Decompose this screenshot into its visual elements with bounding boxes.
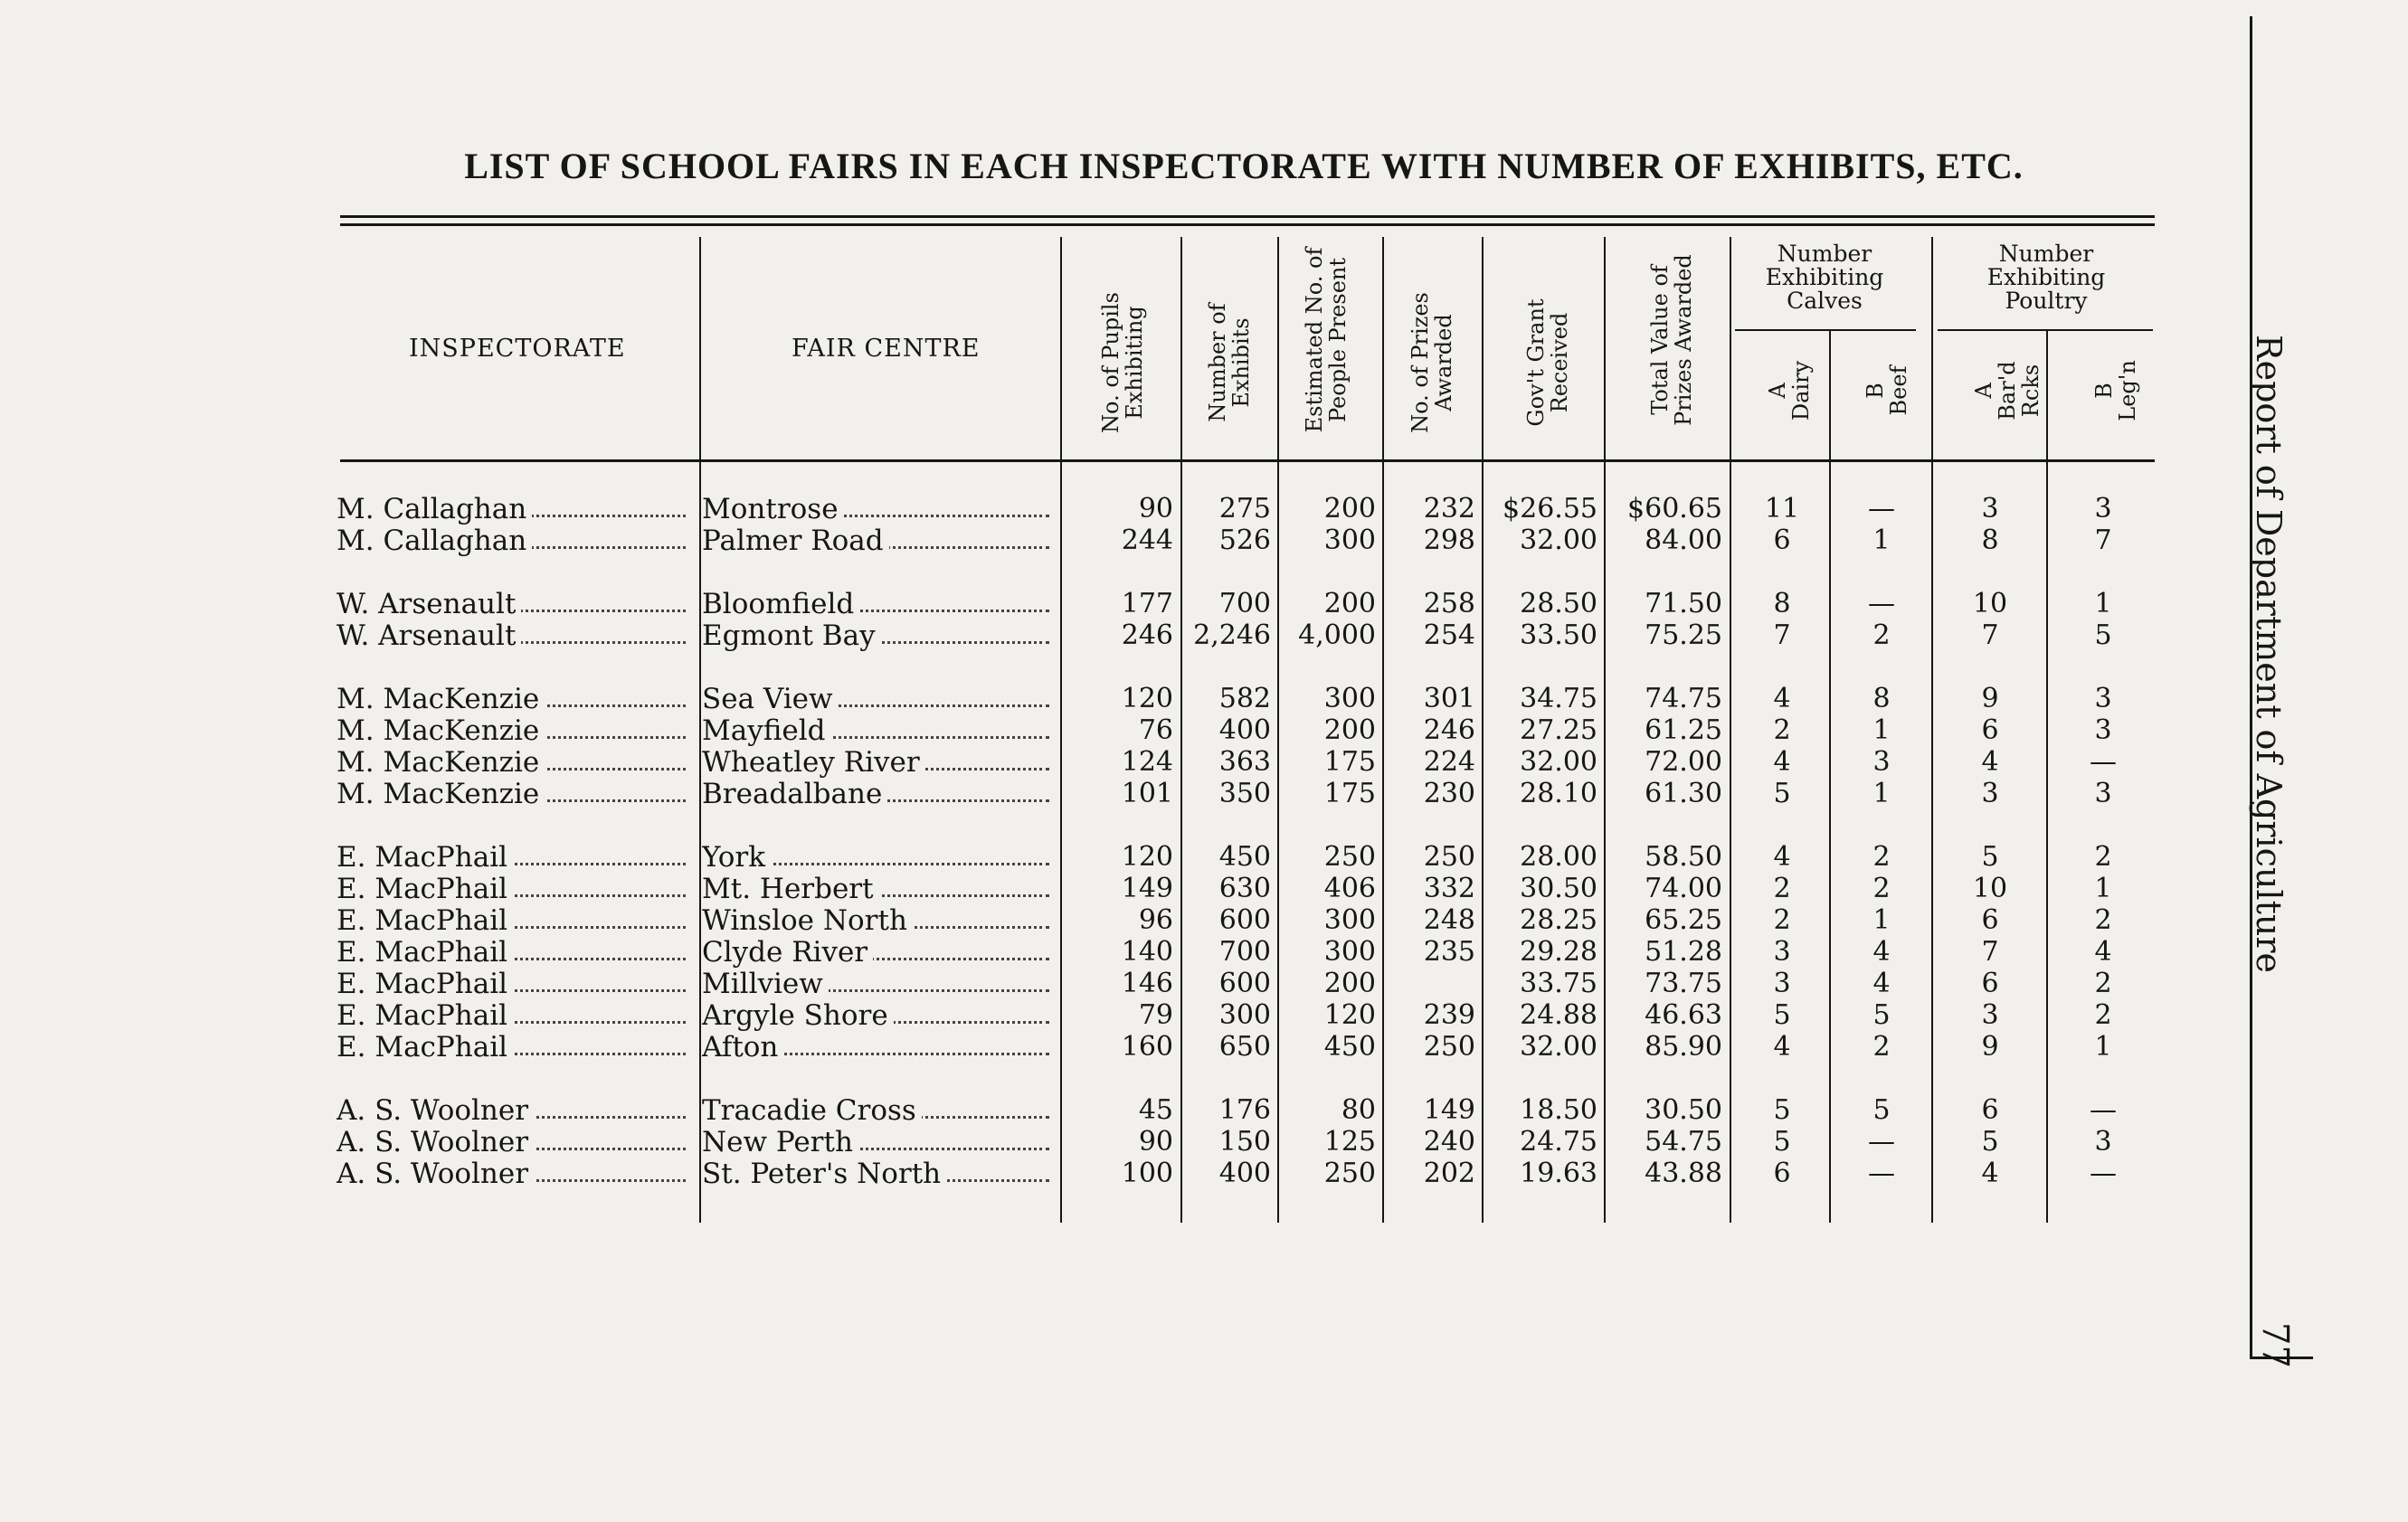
cell-pupils: 120 — [1121, 684, 1173, 714]
cell-exhibits: 300 — [1218, 1000, 1271, 1031]
cell-prizes: 232 — [1423, 494, 1475, 525]
cell-legn: 3 — [2094, 1127, 2112, 1158]
cell-inspectorate — [337, 1032, 686, 1063]
table-row — [0, 905, 2408, 936]
cell-value: $60.65 — [1627, 494, 1722, 525]
cell-grant: 33.50 — [1520, 620, 1597, 651]
cell-grant: 24.88 — [1520, 1000, 1597, 1031]
cell-prizes: 235 — [1423, 937, 1475, 968]
cell-exhibits: 363 — [1218, 747, 1271, 778]
cell-prizes: 254 — [1423, 620, 1475, 651]
cell-beef: — — [1868, 494, 1895, 525]
cell-dairy: 6 — [1773, 525, 1791, 556]
cell-dairy: 2 — [1773, 874, 1791, 904]
cell-pupils: 96 — [1138, 905, 1173, 936]
cell-pupils: 90 — [1138, 1127, 1173, 1158]
cell-exhibits: 350 — [1218, 779, 1271, 809]
cell-pupils: 160 — [1121, 1032, 1173, 1063]
cell-text: E. MacPhail — [337, 905, 513, 936]
cell-text: St. Peter's North — [702, 1158, 946, 1189]
cell-exhibits: 700 — [1218, 937, 1271, 968]
cell-prizes: 301 — [1423, 684, 1475, 714]
header-inspectorate: INSPECTORATE — [409, 335, 626, 363]
cell-legn: 3 — [2094, 779, 2112, 809]
cell-people: 200 — [1323, 589, 1376, 619]
cell-pupils: 177 — [1121, 589, 1173, 619]
cell-value: 54.75 — [1645, 1127, 1722, 1158]
cell-dairy: 2 — [1773, 715, 1791, 746]
cell-inspectorate — [337, 937, 686, 968]
cell-legn: 5 — [2094, 620, 2112, 651]
cell-legn: 4 — [2094, 937, 2112, 968]
header-leghorn: B Leg'n — [2091, 360, 2140, 421]
cell-text: Argyle Shore — [702, 1000, 894, 1031]
table-row — [0, 874, 2408, 904]
cell-prizes: 246 — [1423, 715, 1475, 746]
cell-legn: 2 — [2094, 1000, 2112, 1031]
cell-beef: 5 — [1872, 1000, 1891, 1031]
header-exhibits: Number of Exhibits — [1205, 303, 1254, 422]
cell-value: 58.50 — [1645, 842, 1722, 873]
cell-rocks: 6 — [1981, 715, 1999, 746]
cell-dairy: 3 — [1773, 969, 1791, 999]
cell-prizes: 239 — [1423, 1000, 1475, 1031]
header-barred-rocks: A Bar'd Rcks — [1971, 361, 2043, 421]
cell-legn: 1 — [2094, 874, 2112, 904]
cell-dairy: 5 — [1773, 1095, 1791, 1126]
cell-grant: $26.55 — [1503, 494, 1597, 525]
cell-people: 200 — [1323, 715, 1376, 746]
cell-dairy: 6 — [1773, 1158, 1791, 1189]
cell-text: W. Arsenault — [337, 620, 521, 651]
cell-text: M. MacKenzie — [337, 715, 545, 746]
cell-rocks: 6 — [1981, 905, 1999, 936]
cell-value: 74.00 — [1645, 874, 1722, 904]
cell-people: 125 — [1323, 1127, 1376, 1158]
cell-dairy: 4 — [1773, 842, 1791, 873]
cell-dairy: 4 — [1773, 684, 1791, 714]
cell-grant: 28.25 — [1520, 905, 1597, 936]
cell-value: 74.75 — [1645, 684, 1722, 714]
cell-value: 75.25 — [1645, 620, 1722, 651]
cell-people: 300 — [1323, 937, 1376, 968]
cell-dairy: 3 — [1773, 937, 1791, 968]
cell-grant: 18.50 — [1520, 1095, 1597, 1126]
cell-dairy: 5 — [1773, 1000, 1791, 1031]
cell-grant: 34.75 — [1520, 684, 1597, 714]
cell-pupils: 246 — [1121, 620, 1173, 651]
cell-text: E. MacPhail — [337, 1032, 513, 1063]
cell-inspectorate — [337, 779, 686, 809]
cell-fair — [702, 494, 1049, 525]
cell-text: Montrose — [702, 494, 844, 525]
page-title: LIST OF SCHOOL FAIRS IN EACH INSPECTORATE WITH NUMBER OF EXHIBITS, ETC. — [464, 146, 2024, 186]
calves-group-rule — [1735, 329, 1916, 331]
cell-legn: 7 — [2094, 525, 2112, 556]
cell-grant: 24.75 — [1520, 1127, 1597, 1158]
header-fair-centre: FAIR CENTRE — [792, 335, 981, 363]
cell-legn: 2 — [2094, 842, 2112, 873]
cell-legn: 3 — [2094, 715, 2112, 746]
poultry-group-rule — [1938, 329, 2153, 331]
cell-text: Mayfield — [702, 715, 831, 746]
cell-exhibits: 400 — [1218, 715, 1271, 746]
cell-text: M. MacKenzie — [337, 779, 545, 809]
cell-legn: 1 — [2094, 1032, 2112, 1063]
table-row — [0, 589, 2408, 619]
cell-pupils: 100 — [1121, 1158, 1173, 1189]
table-row — [0, 684, 2408, 714]
cell-exhibits: 150 — [1218, 1127, 1271, 1158]
cell-text: Sea View — [702, 684, 839, 714]
cell-inspectorate — [337, 1000, 686, 1031]
cell-fair — [702, 684, 1049, 714]
cell-text: Egmont Bay — [702, 620, 881, 651]
cell-text: M. MacKenzie — [337, 747, 545, 778]
cell-value: 43.88 — [1645, 1158, 1722, 1189]
cell-beef: 2 — [1872, 620, 1891, 651]
cell-fair — [702, 589, 1049, 619]
cell-rocks: 5 — [1981, 1127, 1999, 1158]
cell-dairy: 11 — [1764, 494, 1800, 525]
cell-prizes: 298 — [1423, 525, 1475, 556]
cell-people: 4,000 — [1298, 620, 1376, 651]
cell-people: 200 — [1323, 494, 1376, 525]
side-running-title: Report of Department of Agriculture — [2249, 335, 2289, 973]
cell-rocks: 6 — [1981, 969, 1999, 999]
cell-dairy: 4 — [1773, 1032, 1791, 1063]
table-row — [0, 969, 2408, 999]
cell-legn: 1 — [2094, 589, 2112, 619]
cell-people: 300 — [1323, 684, 1376, 714]
cell-fair — [702, 715, 1049, 746]
cell-inspectorate — [337, 747, 686, 778]
cell-text: Wheatley River — [702, 747, 925, 778]
cell-text: New Perth — [702, 1127, 858, 1158]
cell-legn: — — [2090, 1158, 2117, 1189]
header-govt-grant: Gov't Grant Received — [1523, 298, 1572, 427]
cell-value: 71.50 — [1645, 589, 1722, 619]
header-beef: B Beef — [1863, 365, 1911, 416]
top-double-rule-1 — [340, 215, 2155, 218]
cell-prizes: 149 — [1423, 1095, 1475, 1126]
cell-text: M. MacKenzie — [337, 684, 545, 714]
cell-pupils: 76 — [1138, 715, 1173, 746]
cell-text: Bloomfield — [702, 589, 859, 619]
cell-prizes: 240 — [1423, 1127, 1475, 1158]
cell-people: 300 — [1323, 525, 1376, 556]
cell-legn: 2 — [2094, 905, 2112, 936]
cell-legn: — — [2090, 747, 2117, 778]
cell-text: Clyde River — [702, 937, 873, 968]
cell-inspectorate — [337, 620, 686, 651]
cell-people: 200 — [1323, 969, 1376, 999]
cell-exhibits: 400 — [1218, 1158, 1271, 1189]
table-row — [0, 842, 2408, 873]
table-row — [0, 1000, 2408, 1031]
header-people-present: Estimated No. of People Present — [1302, 247, 1351, 433]
cell-exhibits: 600 — [1218, 969, 1271, 999]
cell-text: Winsloe North — [702, 905, 913, 936]
cell-fair — [702, 1032, 1049, 1063]
cell-fair — [702, 1000, 1049, 1031]
cell-text: A. S. Woolner — [337, 1127, 534, 1158]
cell-inspectorate — [337, 525, 686, 556]
top-double-rule-2 — [340, 223, 2155, 226]
table-row — [0, 747, 2408, 778]
cell-people: 300 — [1323, 905, 1376, 936]
cell-text: Afton — [702, 1032, 783, 1063]
cell-text: E. MacPhail — [337, 874, 513, 904]
cell-value: 85.90 — [1645, 1032, 1722, 1063]
cell-exhibits: 630 — [1218, 874, 1271, 904]
cell-prizes: 258 — [1423, 589, 1475, 619]
cell-dairy: 2 — [1773, 905, 1791, 936]
cell-value: 51.28 — [1645, 937, 1722, 968]
cell-fair — [702, 874, 1049, 904]
cell-beef: 1 — [1872, 779, 1891, 809]
cell-beef: 5 — [1872, 1095, 1891, 1126]
cell-fair — [702, 905, 1049, 936]
cell-rocks: 7 — [1981, 620, 1999, 651]
cell-grant: 29.28 — [1520, 937, 1597, 968]
cell-fair — [702, 1095, 1049, 1126]
table-row — [0, 779, 2408, 809]
cell-exhibits: 526 — [1218, 525, 1271, 556]
cell-grant: 27.25 — [1520, 715, 1597, 746]
cell-text: E. MacPhail — [337, 937, 513, 968]
table-row — [0, 525, 2408, 556]
cell-text: M. Callaghan — [337, 494, 532, 525]
cell-inspectorate — [337, 1158, 686, 1189]
cell-inspectorate — [337, 969, 686, 999]
cell-fair — [702, 747, 1049, 778]
cell-rocks: 10 — [1972, 874, 2008, 904]
cell-grant: 28.10 — [1520, 779, 1597, 809]
table-row — [0, 494, 2408, 525]
cell-value: 84.00 — [1645, 525, 1722, 556]
cell-text: York — [702, 842, 771, 873]
cell-dairy: 8 — [1773, 589, 1791, 619]
cell-beef: 2 — [1872, 842, 1891, 873]
cell-fair — [702, 1158, 1049, 1189]
cell-rocks: 3 — [1981, 779, 1999, 809]
cell-beef: 2 — [1872, 1032, 1891, 1063]
cell-exhibits: 582 — [1218, 684, 1271, 714]
page-number: 77 — [2254, 1322, 2296, 1368]
cell-inspectorate — [337, 874, 686, 904]
cell-prizes: 248 — [1423, 905, 1475, 936]
cell-pupils: 120 — [1121, 842, 1173, 873]
cell-fair — [702, 1127, 1049, 1158]
table-row — [0, 1158, 2408, 1189]
cell-rocks: 4 — [1981, 1158, 1999, 1189]
cell-people: 450 — [1323, 1032, 1376, 1063]
cell-pupils: 244 — [1121, 525, 1173, 556]
cell-people: 250 — [1323, 842, 1376, 873]
cell-dairy: 5 — [1773, 779, 1791, 809]
cell-grant: 30.50 — [1520, 874, 1597, 904]
cell-rocks: 5 — [1981, 842, 1999, 873]
cell-rocks: 9 — [1981, 1032, 1999, 1063]
cell-inspectorate — [337, 842, 686, 873]
cell-text: A. S. Woolner — [337, 1095, 534, 1126]
header-bottom-rule — [340, 459, 2155, 462]
cell-beef: 4 — [1872, 937, 1891, 968]
cell-prizes: 250 — [1423, 1032, 1475, 1063]
cell-text: E. MacPhail — [337, 969, 513, 999]
cell-grant: 28.50 — [1520, 589, 1597, 619]
cell-text: Breadalbane — [702, 779, 887, 809]
cell-text: Millview — [702, 969, 829, 999]
cell-dairy: 4 — [1773, 747, 1791, 778]
cell-inspectorate — [337, 715, 686, 746]
cell-legn: 2 — [2094, 969, 2112, 999]
cell-people: 175 — [1323, 779, 1376, 809]
cell-beef: — — [1868, 589, 1895, 619]
cell-text: Tracadie Cross — [702, 1095, 922, 1126]
cell-rocks: 8 — [1981, 525, 1999, 556]
cell-beef: 1 — [1872, 525, 1891, 556]
cell-text: A. S. Woolner — [337, 1158, 534, 1189]
cell-fair — [702, 620, 1049, 651]
cell-beef: 4 — [1872, 969, 1891, 999]
cell-exhibits: 2,246 — [1193, 620, 1271, 651]
cell-grant: 28.00 — [1520, 842, 1597, 873]
cell-legn: — — [2090, 1095, 2117, 1126]
cell-value: 65.25 — [1645, 905, 1722, 936]
table-row — [0, 1127, 2408, 1158]
cell-rocks: 6 — [1981, 1095, 1999, 1126]
cell-text: M. Callaghan — [337, 525, 532, 556]
cell-exhibits: 275 — [1218, 494, 1271, 525]
cell-dairy: 7 — [1773, 620, 1791, 651]
cell-pupils: 124 — [1121, 747, 1173, 778]
cell-grant: 33.75 — [1520, 969, 1597, 999]
cell-value: 72.00 — [1645, 747, 1722, 778]
cell-rocks: 4 — [1981, 747, 1999, 778]
cell-inspectorate — [337, 684, 686, 714]
cell-pupils: 79 — [1138, 1000, 1173, 1031]
cell-prizes: 250 — [1423, 842, 1475, 873]
cell-beef: 1 — [1872, 715, 1891, 746]
cell-pupils: 146 — [1121, 969, 1173, 999]
table-row — [0, 715, 2408, 746]
cell-rocks: 3 — [1981, 494, 1999, 525]
cell-people: 175 — [1323, 747, 1376, 778]
cell-people: 250 — [1323, 1158, 1376, 1189]
header-calves-group: Number Exhibiting Calves — [1765, 241, 1884, 314]
cell-pupils: 140 — [1121, 937, 1173, 968]
cell-exhibits: 176 — [1218, 1095, 1271, 1126]
cell-prizes: 224 — [1423, 747, 1475, 778]
cell-beef: 1 — [1872, 905, 1891, 936]
cell-exhibits: 700 — [1218, 589, 1271, 619]
header-pupils: No. of Pupils Exhibiting — [1098, 292, 1147, 433]
cell-legn: 3 — [2094, 684, 2112, 714]
cell-text: W. Arsenault — [337, 589, 521, 619]
cell-legn: 3 — [2094, 494, 2112, 525]
cell-inspectorate — [337, 905, 686, 936]
cell-pupils: 90 — [1138, 494, 1173, 525]
cell-beef: — — [1868, 1158, 1895, 1189]
cell-prizes — [1385, 969, 1475, 999]
cell-value: 46.63 — [1645, 1000, 1722, 1031]
cell-people: 80 — [1341, 1095, 1376, 1126]
cell-text: Mt. Herbert — [702, 874, 879, 904]
cell-beef: — — [1868, 1127, 1895, 1158]
cell-pupils: 149 — [1121, 874, 1173, 904]
cell-exhibits: 600 — [1218, 905, 1271, 936]
cell-fair — [702, 842, 1049, 873]
cell-exhibits: 650 — [1218, 1032, 1271, 1063]
table-row — [0, 620, 2408, 651]
cell-pupils: 45 — [1138, 1095, 1173, 1126]
cell-inspectorate — [337, 1127, 686, 1158]
cell-fair — [702, 969, 1049, 999]
cell-grant: 32.00 — [1520, 525, 1597, 556]
cell-inspectorate — [337, 589, 686, 619]
cell-prizes: 332 — [1423, 874, 1475, 904]
header-poultry-group: Number Exhibiting Poultry — [1986, 241, 2106, 314]
cell-beef: 3 — [1872, 747, 1891, 778]
cell-pupils: 101 — [1121, 779, 1173, 809]
cell-exhibits: 450 — [1218, 842, 1271, 873]
cell-grant: 32.00 — [1520, 1032, 1597, 1063]
cell-fair — [702, 525, 1049, 556]
cell-grant: 32.00 — [1520, 747, 1597, 778]
cell-prizes: 202 — [1423, 1158, 1475, 1189]
cell-rocks: 7 — [1981, 937, 1999, 968]
cell-value: 73.75 — [1645, 969, 1722, 999]
cell-value: 30.50 — [1645, 1095, 1722, 1126]
cell-prizes: 230 — [1423, 779, 1475, 809]
header-dairy: A Dairy — [1765, 360, 1814, 421]
header-prizes-awarded: No. of Prizes Awarded — [1408, 292, 1456, 433]
cell-rocks: 9 — [1981, 684, 1999, 714]
table-row — [0, 1095, 2408, 1126]
cell-value: 61.25 — [1645, 715, 1722, 746]
cell-dairy: 5 — [1773, 1127, 1791, 1158]
cell-beef: 2 — [1872, 874, 1891, 904]
cell-fair — [702, 779, 1049, 809]
cell-rocks: 10 — [1972, 589, 2008, 619]
table-row — [0, 937, 2408, 968]
cell-text: E. MacPhail — [337, 842, 513, 873]
cell-inspectorate — [337, 1095, 686, 1126]
cell-text: Palmer Road — [702, 525, 889, 556]
cell-inspectorate — [337, 494, 686, 525]
cell-rocks: 3 — [1981, 1000, 1999, 1031]
cell-value: 61.30 — [1645, 779, 1722, 809]
cell-beef: 8 — [1872, 684, 1891, 714]
cell-fair — [702, 937, 1049, 968]
cell-people: 406 — [1323, 874, 1376, 904]
cell-grant: 19.63 — [1520, 1158, 1597, 1189]
header-total-value: Total Value of Prizes Awarded — [1647, 254, 1696, 426]
cell-text: E. MacPhail — [337, 1000, 513, 1031]
table-row — [0, 1032, 2408, 1063]
cell-people: 120 — [1323, 1000, 1376, 1031]
